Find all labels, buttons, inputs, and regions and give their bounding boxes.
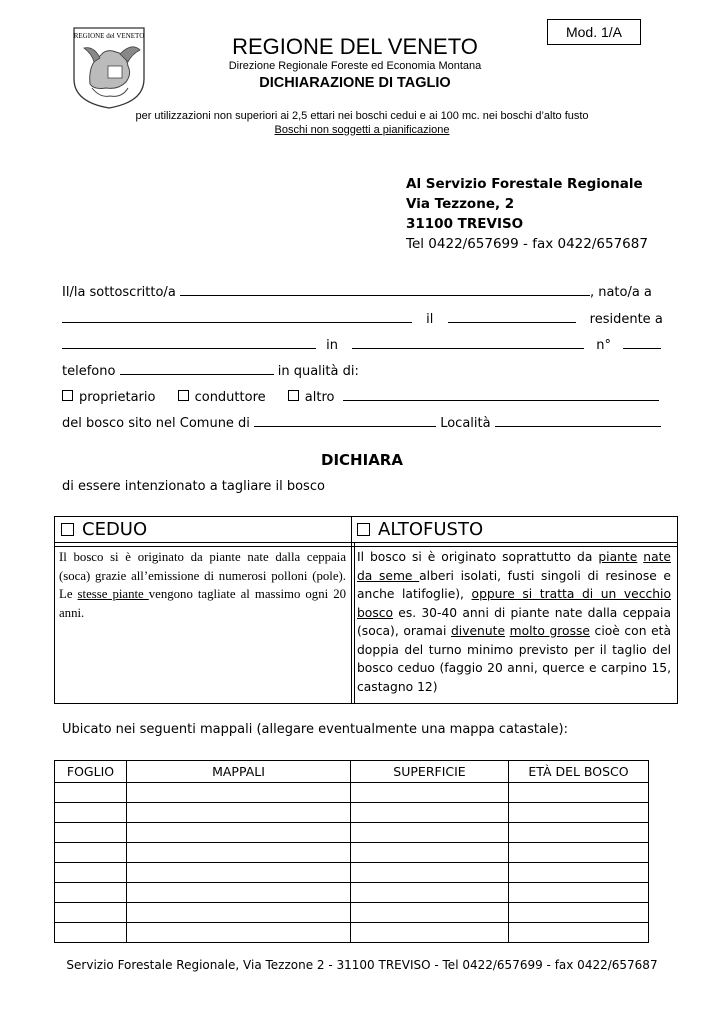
- label-sottoscritto: Il/la sottoscritto/a: [62, 285, 176, 300]
- alto-text-u2: nate da seme: [357, 550, 671, 583]
- cell-eta[interactable]: [509, 783, 649, 803]
- field-comune-residenza[interactable]: [62, 336, 316, 349]
- header-eta-bosco: ETÀ DEL BOSCO: [509, 761, 649, 783]
- form-row-name: [62, 283, 652, 300]
- form-row-role: [62, 388, 659, 405]
- cell-mappali[interactable]: [127, 903, 351, 923]
- table-row: [55, 883, 649, 903]
- form-row-phone: [62, 362, 359, 379]
- field-via[interactable]: [352, 336, 584, 349]
- cell-foglio[interactable]: [55, 843, 127, 863]
- field-data-nascita[interactable]: [448, 310, 576, 323]
- field-telefono[interactable]: [120, 362, 274, 375]
- cell-mappali[interactable]: [127, 803, 351, 823]
- cell-mappali[interactable]: [127, 923, 351, 943]
- label-numero: n°: [596, 338, 612, 353]
- label-ceduo: CEDUO: [82, 519, 148, 540]
- subtitle-scope: [60, 124, 664, 136]
- cell-superficie[interactable]: [351, 823, 509, 843]
- ceduo-text-underlined: stesse piante: [77, 587, 149, 601]
- cell-eta[interactable]: [509, 903, 649, 923]
- alto-text-u3: oppure si tratta di un vecchio bosco: [357, 587, 671, 620]
- label-telefono: telefono: [62, 364, 116, 379]
- field-comune-bosco[interactable]: [254, 414, 436, 427]
- checkbox-altofusto[interactable]: [357, 523, 370, 536]
- field-localita[interactable]: [495, 414, 661, 427]
- direzione-label: Direzione Regionale Foreste ed Economia Montana: [228, 60, 482, 72]
- cell-eta[interactable]: [509, 863, 649, 883]
- alto-text-u5: molto grosse: [509, 624, 590, 638]
- cell-superficie[interactable]: [351, 783, 509, 803]
- alto-text-c: es. 30-40 anni di piante nate dalla ceppaia (soca), oramai: [357, 605, 671, 638]
- cell-foglio[interactable]: [55, 803, 127, 823]
- form-row-residence: [62, 336, 661, 353]
- table-row: [55, 843, 649, 863]
- table-row: [55, 863, 649, 883]
- table-row: [55, 923, 649, 943]
- mappali-table: [54, 760, 649, 943]
- cell-mappali[interactable]: [127, 783, 351, 803]
- cell-foglio[interactable]: [55, 883, 127, 903]
- ubicato-text: Ubicato nei seguenti mappali (allegare eventualmente una mappa catastale):: [62, 722, 568, 737]
- alto-text-u1: piante: [598, 550, 638, 564]
- altofusto-description: [357, 548, 671, 696]
- label-residente: residente a: [589, 312, 663, 327]
- label-nato: , nato/a a: [589, 285, 652, 300]
- checkbox-proprietario[interactable]: [62, 390, 73, 401]
- label-localita: Località: [440, 416, 491, 431]
- recipient-address: [406, 174, 648, 254]
- cell-eta[interactable]: [509, 883, 649, 903]
- header-foglio: FOGLIO: [55, 761, 127, 783]
- cell-superficie[interactable]: [351, 843, 509, 863]
- document-title: DICHIARAZIONE DI TAGLIO: [259, 75, 451, 91]
- table-row: [55, 823, 649, 843]
- cell-eta[interactable]: [509, 923, 649, 943]
- table-row: [55, 783, 649, 803]
- cell-superficie[interactable]: [351, 803, 509, 823]
- label-altofusto: ALTOFUSTO: [378, 519, 484, 540]
- module-number: Mod. 1/A: [547, 19, 641, 45]
- cell-foglio[interactable]: [55, 863, 127, 883]
- ceduo-text-b: vengono tagliate al massimo ogni 20 anni.: [59, 587, 346, 620]
- table-row: [55, 903, 649, 923]
- checkbox-ceduo[interactable]: [61, 523, 74, 536]
- cell-eta[interactable]: [509, 823, 649, 843]
- cell-superficie[interactable]: [351, 883, 509, 903]
- ceduo-text-a: Il bosco si è originato da piante nate dalla ceppaia (soca) grazie all’emissione di numerosi polloni (pole). Le: [59, 550, 346, 601]
- label-comune: del bosco sito nel Comune di: [62, 416, 250, 431]
- forest-type-table: [54, 516, 678, 704]
- cell-eta[interactable]: [509, 803, 649, 823]
- alto-text-b: alberi isolati, fusti singoli di resinose e anche latifoglie),: [357, 568, 671, 601]
- checkbox-altro[interactable]: [288, 390, 299, 401]
- field-numero-civico[interactable]: [623, 336, 661, 349]
- subtitle-limits: per utilizzazioni non superiori ai 2,5 ettari nei boschi cedui e ai 100 mc. nei boschi d’alto fusto: [135, 110, 589, 122]
- cell-foglio[interactable]: [55, 923, 127, 943]
- cell-foglio[interactable]: [55, 823, 127, 843]
- logo-text: REGIONE del VENETO: [73, 32, 145, 40]
- label-proprietario: proprietario: [79, 390, 156, 405]
- cell-mappali[interactable]: [127, 823, 351, 843]
- address-line-2: Via Tezzone, 2: [406, 196, 515, 212]
- form-row-location: [62, 414, 661, 431]
- option-altofusto[interactable]: [351, 517, 677, 543]
- cell-superficie[interactable]: [351, 923, 509, 943]
- address-line-1: Al Servizio Forestale Regionale: [406, 176, 643, 192]
- label-il: il: [426, 312, 434, 327]
- page-footer: Servizio Forestale Regionale, Via Tezzone 2 - 31100 TREVISO - Tel 0422/657699 - fax 0422/657687: [66, 958, 658, 972]
- cell-mappali[interactable]: [127, 843, 351, 863]
- form-row-birth: [62, 310, 663, 327]
- cell-foglio[interactable]: [55, 903, 127, 923]
- label-in: in: [326, 338, 338, 353]
- label-altro: altro: [304, 390, 335, 405]
- field-nome[interactable]: [180, 283, 590, 296]
- header-superficie: SUPERFICIE: [351, 761, 509, 783]
- cell-superficie[interactable]: [351, 903, 509, 923]
- address-line-3: 31100 TREVISO: [406, 216, 524, 232]
- checkbox-conduttore[interactable]: [178, 390, 189, 401]
- cell-superficie[interactable]: [351, 863, 509, 883]
- field-luogo-nascita[interactable]: [62, 310, 412, 323]
- intent-text: di essere intenzionato a tagliare il bosco: [62, 479, 325, 494]
- cell-mappali[interactable]: [127, 863, 351, 883]
- cell-eta[interactable]: [509, 843, 649, 863]
- table-header-row: [55, 761, 649, 783]
- label-conduttore: conduttore: [194, 390, 266, 405]
- alto-text-d: cioè con età doppia del turno minimo previsto per il taglio del bosco ceduo (faggio 20 anni, querce e carpino 15, castagno 12): [357, 624, 672, 694]
- field-altro[interactable]: [343, 388, 659, 401]
- alto-text-a: Il bosco si è originato soprattutto da: [357, 550, 599, 564]
- subtitle-scope-text: Boschi non soggetti a pianificazione: [274, 124, 450, 136]
- region-title: REGIONE DEL VENETO: [232, 34, 478, 59]
- dichiara-heading: DICHIARA: [321, 451, 403, 469]
- table-row: [55, 803, 649, 823]
- label-qualita: in qualità di:: [277, 364, 359, 379]
- cell-foglio[interactable]: [55, 783, 127, 803]
- region-logo: [70, 24, 148, 110]
- cell-mappali[interactable]: [127, 883, 351, 903]
- alto-text-u4: divenute: [450, 624, 506, 638]
- ceduo-description: [59, 548, 346, 622]
- address-line-4: Tel 0422/657699 - fax 0422/657687: [406, 236, 648, 252]
- option-ceduo[interactable]: [55, 517, 351, 543]
- header-mappali: MAPPALI: [127, 761, 351, 783]
